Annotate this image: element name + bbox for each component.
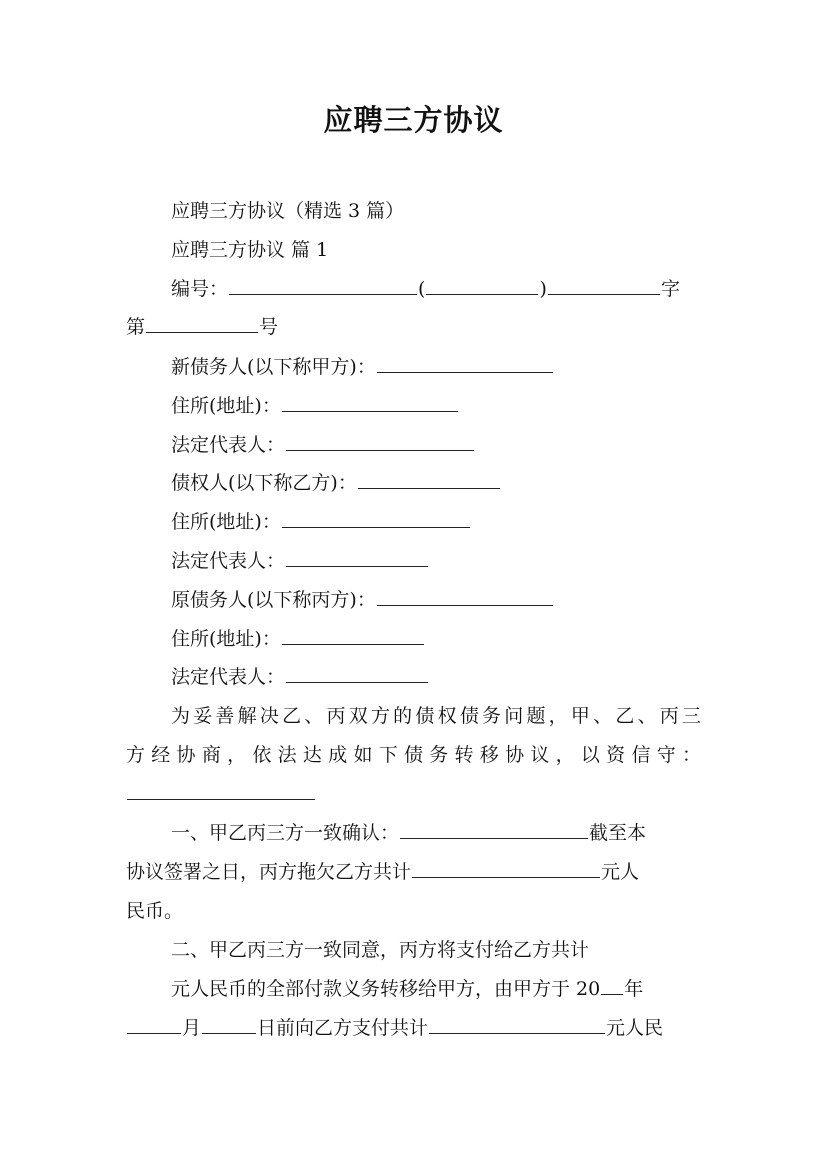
clause2-text-c: 元人民 xyxy=(606,1017,664,1039)
number-line xyxy=(171,274,680,304)
di-blank xyxy=(146,312,258,333)
clause1-line-2 xyxy=(126,857,639,887)
document-title: 应聘三方协议 xyxy=(323,103,504,137)
number-blank-3 xyxy=(548,274,660,295)
address-label: 住所(地址)： xyxy=(171,628,281,650)
party-c-label: 原债务人(以下称丙方)： xyxy=(171,589,376,611)
legal-rep-label: 法定代表人： xyxy=(171,550,286,572)
clause2-day-blank xyxy=(202,1013,256,1034)
clause1-text-b: 截至本 xyxy=(589,822,647,844)
clause1-line-3: 民币。 xyxy=(126,900,184,922)
intro-blank-line xyxy=(126,779,316,809)
legal-rep-label: 法定代表人： xyxy=(171,666,286,688)
party-c-address-blank xyxy=(282,624,424,645)
zi-label: 字 xyxy=(660,278,680,300)
intro-line-2: 方经协商，依法达成如下债务转移协议，以资信守： xyxy=(126,744,701,766)
clause2-year-label: 年 xyxy=(624,978,644,1000)
party-b-address-blank xyxy=(282,507,470,528)
party-b-blank xyxy=(358,468,500,489)
clause2-line-1: 二、甲乙丙三方一致同意，丙方将支付给乙方共计 xyxy=(171,939,590,961)
party-a-address-blank xyxy=(282,391,458,412)
clause2-year-blank xyxy=(601,974,623,995)
party-a-address-line xyxy=(171,391,459,421)
clause1-blank-1 xyxy=(400,818,588,839)
party-c-blank xyxy=(377,585,553,606)
clause1-text-c: 协议签署之日，丙方拖欠乙方共计 xyxy=(126,861,412,883)
party-a-line xyxy=(171,352,554,382)
paren-open: ( xyxy=(418,278,426,300)
party-b-rep-blank xyxy=(286,546,428,567)
clause1-text-d: 元人 xyxy=(601,861,640,883)
clause1-line-1 xyxy=(171,818,646,848)
clause2-text-b: 日前向乙方支付共计 xyxy=(257,1017,429,1039)
intro-line-1: 为妥善解决乙、丙双方的债权债务问题，甲、乙、丙三 xyxy=(171,705,701,727)
party-a-rep-blank xyxy=(286,430,474,451)
party-c-rep-blank xyxy=(286,662,428,683)
party-c-address-line xyxy=(171,624,425,654)
party-a-rep-line xyxy=(171,430,475,460)
di-label: 第 xyxy=(126,316,146,338)
party-c-rep-line xyxy=(171,662,429,692)
party-b-address-line xyxy=(171,507,471,537)
clause2-month-label: 月 xyxy=(182,1017,202,1039)
party-b-label: 债权人(以下称乙方)： xyxy=(171,472,357,494)
clause1-text-a: 一、甲乙丙三方一致确认： xyxy=(171,822,400,844)
intro-blank xyxy=(127,779,315,800)
clause2-month-blank xyxy=(127,1013,181,1034)
party-a-blank xyxy=(377,352,553,373)
clause2-line-3 xyxy=(126,1013,663,1043)
paren-close: ) xyxy=(539,278,547,300)
number-label: 编号： xyxy=(171,278,229,300)
party-a-label: 新债务人(以下称甲方)： xyxy=(171,356,376,378)
number-blank-1 xyxy=(229,274,417,295)
party-b-line xyxy=(171,468,501,498)
clause2-amount-blank xyxy=(429,1013,605,1034)
subtitle: 应聘三方协议（精选 3 篇） xyxy=(171,200,405,222)
party-b-rep-line xyxy=(171,546,429,576)
clause2-line-2 xyxy=(171,974,643,1004)
clause1-blank-2 xyxy=(412,857,600,878)
number-blank-2 xyxy=(426,274,538,295)
hao-label: 号 xyxy=(259,316,279,338)
clause2-text-a: 元人民币的全部付款义务转移给甲方，由甲方于 20 xyxy=(171,978,601,1000)
address-label: 住所(地址)： xyxy=(171,395,281,417)
party-c-line xyxy=(171,585,554,615)
di-line xyxy=(126,312,278,342)
legal-rep-label: 法定代表人： xyxy=(171,434,286,456)
part-heading: 应聘三方协议 篇 1 xyxy=(171,239,329,261)
address-label: 住所(地址)： xyxy=(171,511,281,533)
